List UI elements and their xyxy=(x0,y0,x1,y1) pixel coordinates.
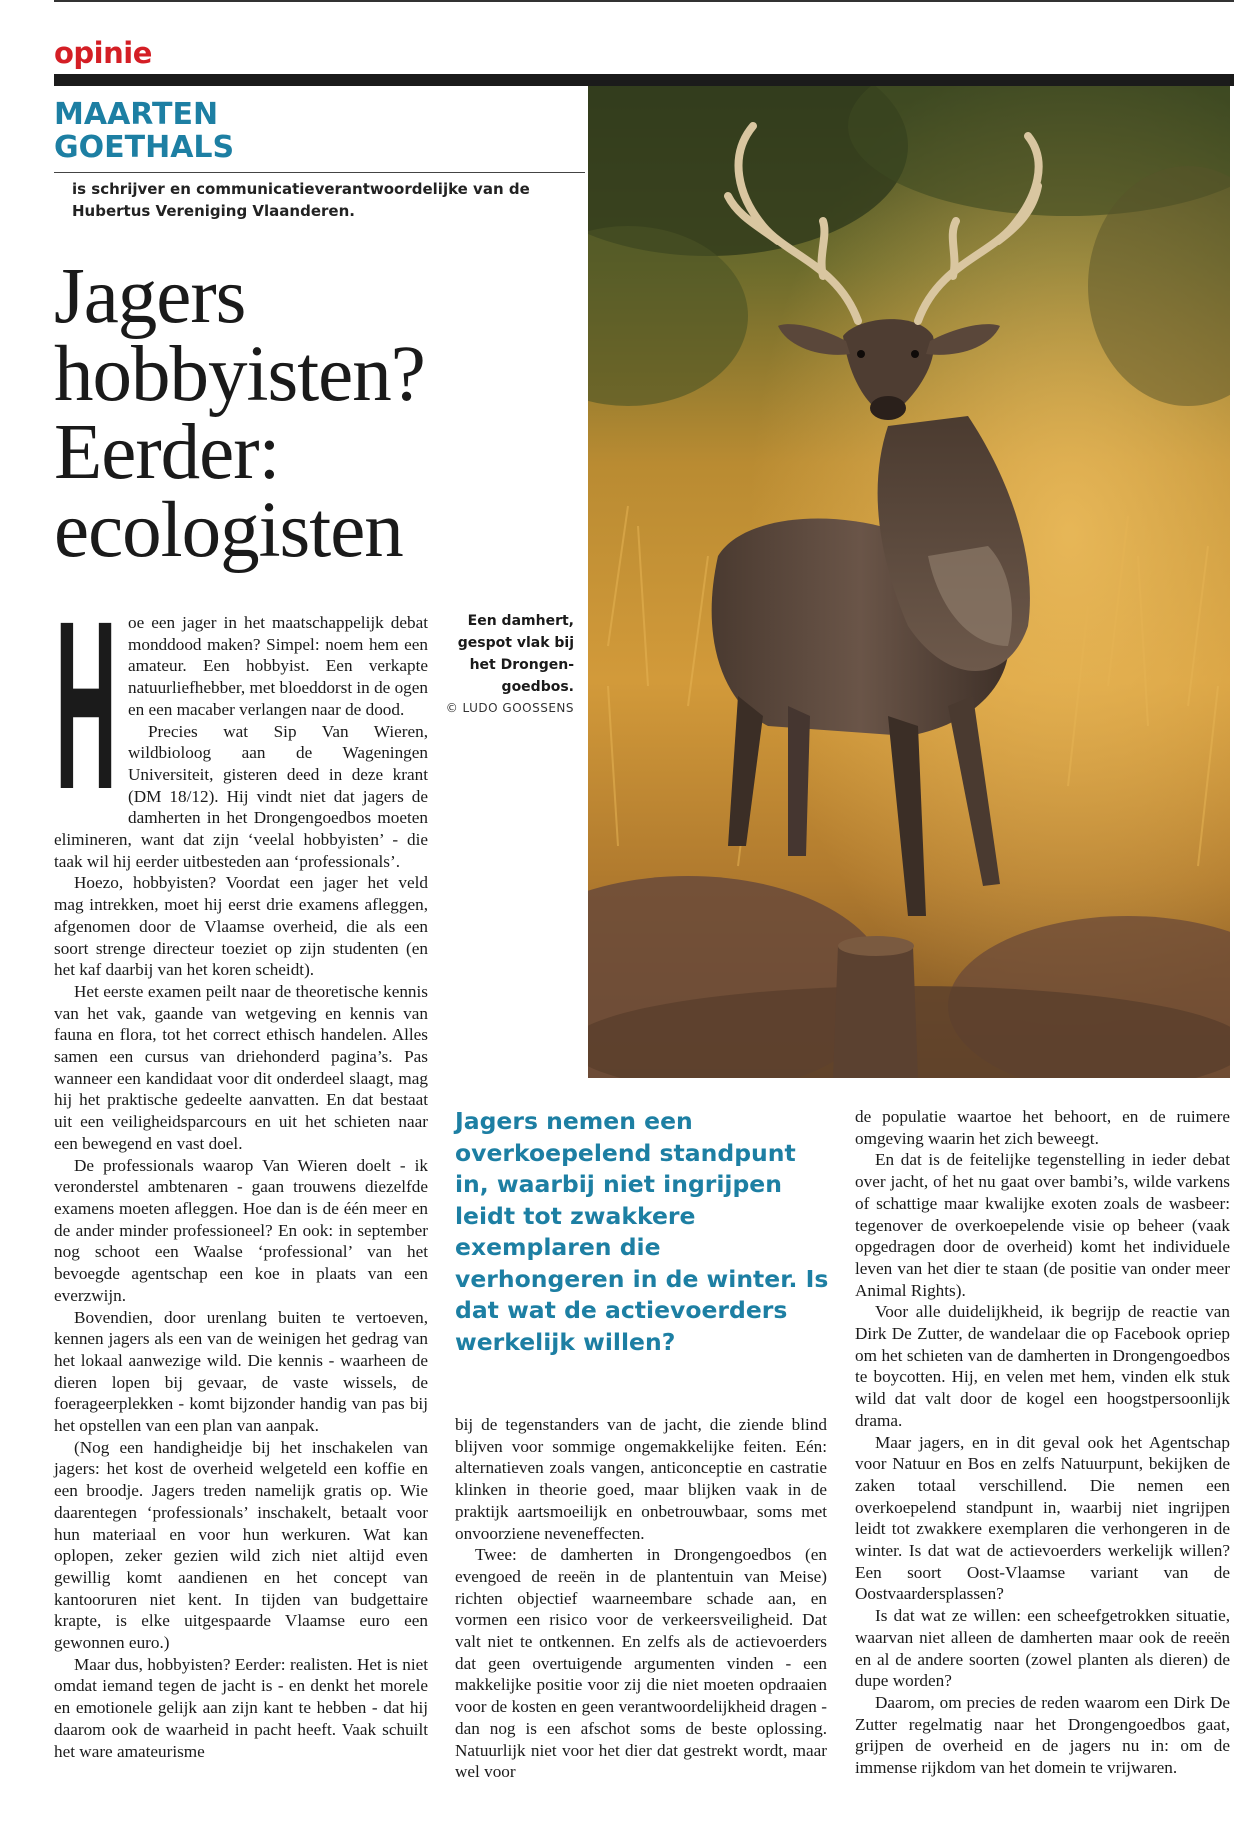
author-first-name: MAARTEN xyxy=(54,97,219,132)
drop-cap xyxy=(54,616,118,816)
author-name xyxy=(54,98,584,164)
paragraph: Bovendien, door urenlang buiten te vertoeven, kennen jagers als een van de weinigen het gedrag van het lokaal aanwezige wild. Die kennis - waarheen de dieren lopen bij gevaar, de vaste wissels, de foerageerplekken - komt bijzonder handig van pas bij het opstellen van een plan van aanpak. xyxy=(54,1307,428,1436)
paragraph: Daarom, om precies de reden waarom een Dirk De Zutter regelmatig naar het Drongengoedbos gaat, grijpen de overheid en de jagers nu in: om de immense rijkdom van het domein te vrijwaren. xyxy=(855,1692,1230,1778)
paragraph: de populatie waartoe het behoort, en de ruimere omgeving waarin het zich beweegt. xyxy=(855,1107,1230,1148)
headline-line-3: Eerder: xyxy=(54,409,280,496)
headline-line-1: Jagers xyxy=(54,253,246,340)
paragraph: Hoezo, hobbyisten? Voordat een jager het veld mag intrekken, moet hij eerst drie examens afleggen, afgenomen door de Vlaamse overheid, die als een soort strenge directeur toeziet op zijn studenten (en het kaf daarbij van het koren scheidt). xyxy=(54,873,428,980)
svg-text:H: H xyxy=(55,616,117,816)
paragraph: En dat is de feitelijke tegenstelling in ieder debat over jacht, of het nu gaat over bambi’s, wilde varkens of schattige maar kwalijke exoten zoals de wasbeer: tegenover de overkoepelende visie op beheer (vaak opgedragen door de overheid) komt het individuele leven van het dier te staan (de positie van onder meer Animal Rights). xyxy=(855,1150,1230,1300)
author-last-name: GOETHALS xyxy=(54,130,235,165)
headline-line-4: ecologisten xyxy=(54,487,403,574)
pull-quote: Jagers nemen een overkoepelend standpunt in, waarbij niet ingrijpen leidt tot zwakkere exemplaren die verhongeren in de winter. Is dat wat de actievoerders werkelijk willen? xyxy=(455,1107,829,1356)
paragraph: Voor alle duidelijkheid, ik begrijp de reactie van Dirk De Zutter, de wandelaar die op Facebook opriep om het schieten van de damherten in Drongengoedbos te boycotten. Hij, en velen met hem, vinden elk stuk wild dat valt door de kogel een hoogstpersoonlijk drama. xyxy=(855,1302,1230,1430)
headline xyxy=(54,253,494,574)
photo-caption xyxy=(440,610,574,718)
section-label: opinie xyxy=(54,36,152,70)
paragraph: Het eerste examen peilt naar de theoretische kennis van het vak, gaande van wetgeving en kennis van fauna en flora, tot het correct ethisch handelen. Alles samen een cursus van driehonderd pagina’s. Pas wanneer een kandidaat voor dit onderdeel slaagt, mag hij het praktische gedeelte aanvatten. En dat bestaat uit een veiligheidsparcours en uit het schieten naar een bewegend en vast doel. xyxy=(54,981,428,1153)
paragraph: Maar dus, hobbyisten? Eerder: realisten. Het is niet omdat iemand tegen de jacht is - en denkt het morele en emotionele gelijk aan zijn kant te hebben - dat hij daarom ook de waarheid in pacht heeft. Vaak schuilt het ware amateurisme xyxy=(54,1654,428,1761)
paragraph: oe een jager in het maatschappelijk debat monddood maken? Simpel: noem hem een amateur. Een hobbyist. Een verkapte natuurliefhebber, met bloeddorst in de ogen en een macaber verlangen naar de dood. xyxy=(128,613,429,719)
author-divider xyxy=(54,172,585,173)
paragraph: bij de tegenstanders van de jacht, die ziende blind blijven voor sommige ongemakkelijke feiten. Eén: alternatieven zoals vangen, anticonceptie en castratie klinken in theorie goed, maar blijken vaak in de praktijk aartsmoeilijk en onbetrouwbaar, soms met onvoorziene neveneffecten. xyxy=(455,1415,827,1543)
paragraph: Is dat wat ze willen: een scheefgetrokken situatie, waarvan niet alleen de damherten maar ook de reeën en al de andere soorten (zowel planten als dieren) de dupe worden? xyxy=(855,1606,1230,1691)
paragraph: Twee: de damherten in Drongengoedbos (en evengoed de reeën in de plantentuin van Meise) richten objectief waarneembare schade aan, en vormen een risico voor de verkeersveiligheid. Dat valt niet te ontkennen. En zelfs als de actievoerders dat geen overtuigende argumenten vinden - een makkelijke positie voor zij die niet moeten opdraaien voor de kosten en geen verantwoordelijkheid dragen - dan nog is een afschot soms de beste oplossing. Natuurlijk niet voor het dier dat gestrekt wordt, maar wel voor xyxy=(455,1545,827,1782)
paragraph: (Nog een handigheidje bij het inschakelen van jagers: het kost de overheid welgeteld een koffie en een broodje. Jagers treden namelijk gratis op. Wie daarentegen ‘professionals’ inschakelt, betaalt voor hun materiaal en voor hun werkuren. Wat kan oplopen, zeker gezien wild zich niet altijd even gewillig komt aandienen en het concept van kantooruren niet kent. In tijden van budgettaire krapte, is elke uitgespaarde Vlaamse euro een gewonnen euro.) xyxy=(54,1437,428,1653)
deer-photo xyxy=(588,86,1230,1078)
paragraph: Maar jagers, en in dit geval ook het Agentschap voor Natuur en Bos en zelfs Natuurpunt, bekijken de zaken totaal verschillend. Die nemen een overkoepelend standpunt in, waarbij niet ingrijpen leidt tot zwakkere exemplaren die verhongeren in de winter. Is dat wat de actievoerders werkelijk willen? Een soort Oost-Vlaamse variant van de Oostvaardersplassen? xyxy=(855,1432,1230,1604)
section-bar xyxy=(54,74,1234,86)
article-column-2 xyxy=(455,1414,827,1783)
article-column-3 xyxy=(855,1106,1230,1779)
paragraph: De professionals waarop Van Wieren doelt - ik veronderstel ambtenaren - gaan trouwens diezelfde examens moeten afleggen. Hoe dan is de één meer en de ander minder professioneel? En ook: in september nog schoot een Waalse ‘professional’ van het bevoegde agentschap een koe in plaats van een everzwijn. xyxy=(54,1155,428,1305)
article-column-1 xyxy=(54,612,428,1762)
photo-credit: © LUDO GOOSSENS xyxy=(445,701,574,715)
caption-text: Een damhert, gespot vlak bij het Drongengoedbos. xyxy=(457,613,574,695)
deer-illustration xyxy=(588,86,1230,1078)
top-rule xyxy=(54,0,1234,2)
paragraph: Precies wat Sip Van Wieren, wildbioloog aan de Wageningen Universiteit, gisteren deed in deze krant (DM 18/12). Hij vindt niet dat jagers de damherten in het Drongengoedbos moeten elimineren, want dat zijn ‘veelal hobbyisten’ - die taak wil hij eerder uitbesteden aan ‘professionals’. xyxy=(54,721,428,871)
author-bio: is schrijver en communicatieverantwoordelijke van de Hubertus Vereniging Vlaanderen. xyxy=(72,180,530,220)
headline-line-2: hobbyisten? xyxy=(54,331,425,418)
